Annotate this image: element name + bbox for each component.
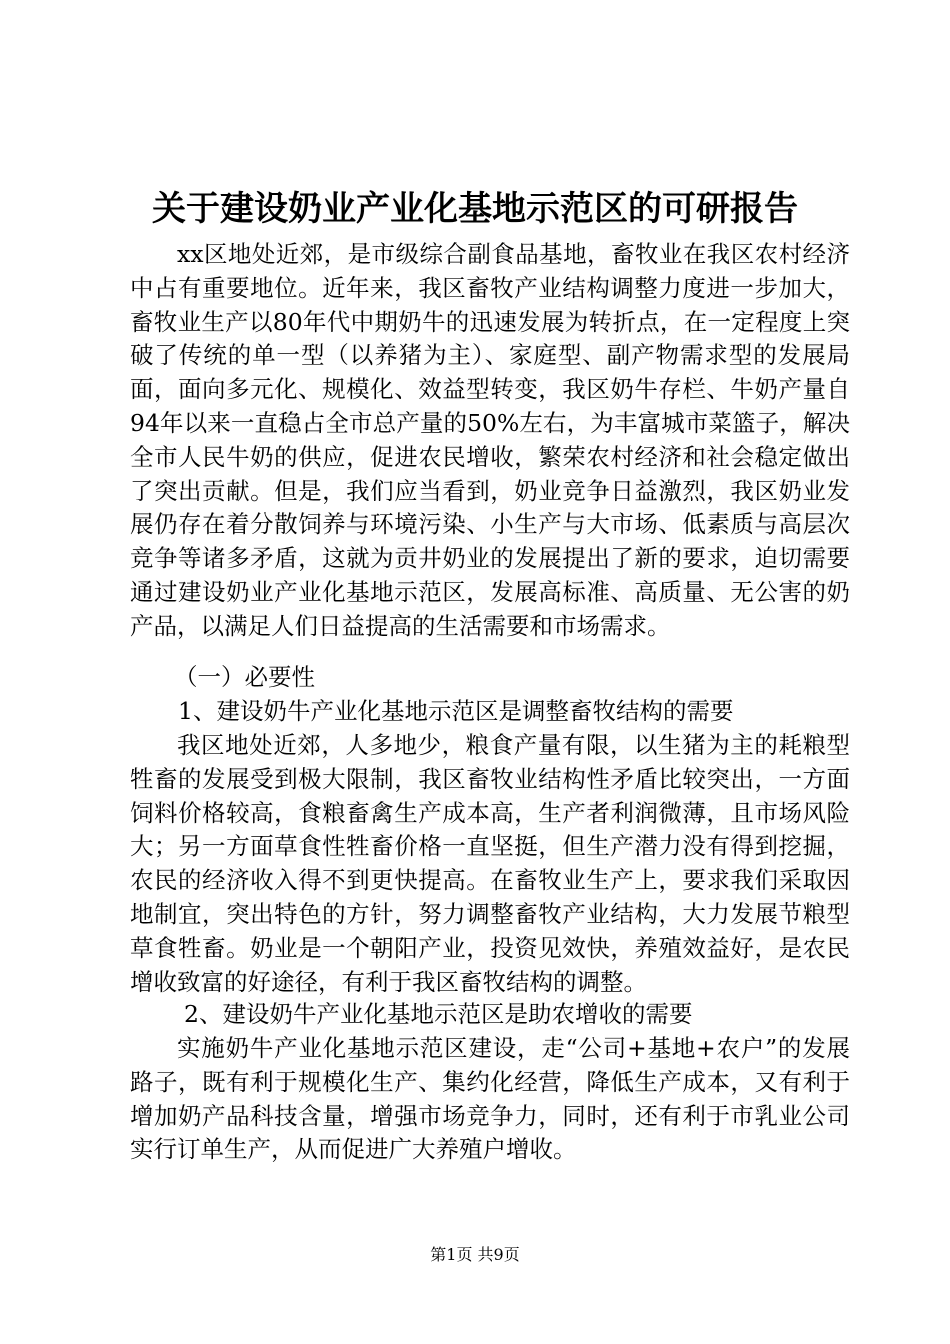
item1-paragraph: 我区地处近郊，人多地少，粮食产量有限，以生猪为主的耗粮型牲畜的发展受到极大限制，我区畜牧业结构性矛盾比较突出，一方面饲料价格较高，食粮畜禽生产成本高，生产者利润微薄，且市场风险大；另一方面草食性牲畜价格一直坚挺，但生产潜力没有得到挖掘，农民的经济收入得不到更快提高。在畜牧业生产上，要求我们采取因地制宜，突出特色的方针，努力调整畜牧产业结构，大力发展节粮型草食牲畜。奶业是一个朝阳产业，投资见效快，养殖效益好，是农民增收致富的好途径，有利于我区畜牧结构的调整。 xyxy=(130,731,850,996)
intro-paragraph: xx区地处近郊，是市级综合副食品基地，畜牧业在我区农村经济中占有重要地位。近年来，我区畜牧产业结构调整力度进一步加大，畜牧业生产以80年代中期奶牛的迅速发展为转折点，在一定程度上突破了传统的单一型（以养猪为主）、家庭型、副产物需求型的发展局面，面向多元化、规模化、效益型转变，我区奶牛存栏、牛奶产量自94年以来一直稳占全市总产量的50%左右，为丰富城市菜篮子，解决全市人民牛奶的供应，促进农民增收，繁荣农村经济和社会稳定做出了突出贡献。但是，我们应当看到，奶业竞争日益激烈，我区奶业发展仍存在着分散饲养与环境污染、小生产与大市场、低素质与高层次竞争等诸多矛盾，这就为贡井奶业的发展提出了新的要求，迫切需要通过建设奶业产业化基地示范区，发展高标准、高质量、无公害的奶产品，以满足人们日益提高的生活需要和市场需求。 xyxy=(130,240,850,640)
page-footer: 第1页 共9页 xyxy=(430,1245,520,1264)
item1-heading: 1、建设奶牛产业化基地示范区是调整畜牧结构的需要 xyxy=(178,697,734,725)
document-title: 关于建设奶业产业化基地示范区的可研报告 xyxy=(152,189,798,229)
item2-heading: 2、建设奶牛产业化基地示范区是助农增收的需要 xyxy=(184,1000,693,1028)
item2-paragraph: 实施奶牛产业化基地示范区建设，走“公司+基地+农户”的发展路子，既有利于规模化生产、集约化经营，降低生产成本，又有利于增加奶产品科技含量，增强市场竞争力，同时，还有利于市乳业公司实行订单生产，从而促进广大养殖户增收。 xyxy=(130,1034,850,1164)
section-heading-necessity: （一）必要性 xyxy=(174,663,315,691)
